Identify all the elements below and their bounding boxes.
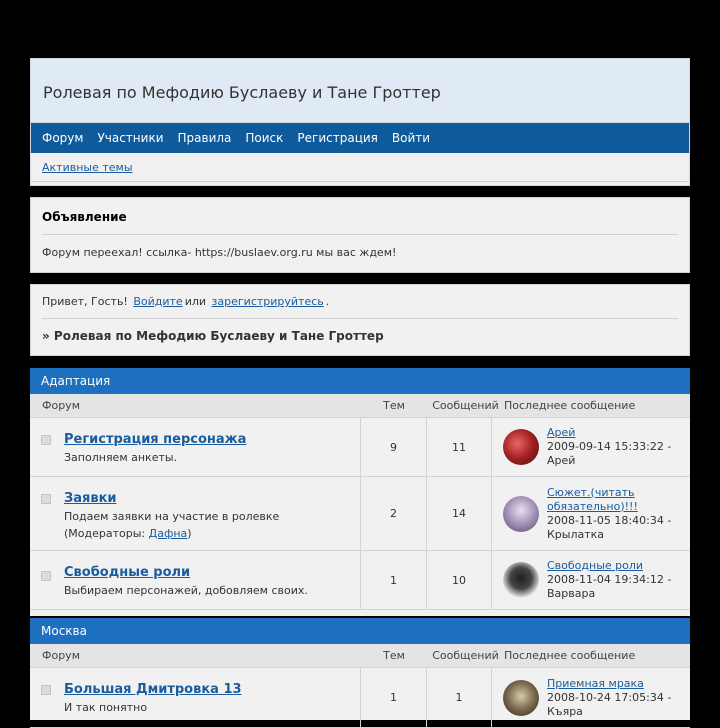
site-header (30, 58, 690, 186)
last-post-cell (492, 551, 690, 609)
title-bar (31, 59, 689, 123)
forum-moderators (64, 525, 279, 542)
last-post-link[interactable]: Сюжет.(читать обязательно)!!! (547, 485, 638, 513)
forum-desc: И так понятно (64, 701, 148, 714)
avatar (503, 429, 539, 465)
forum-cell (30, 551, 361, 609)
forum-row (30, 668, 690, 728)
register-link[interactable]: зарегистрируйтесь (211, 295, 324, 308)
login-link[interactable]: Войдите (133, 295, 183, 308)
welcome-box (30, 284, 690, 356)
header-divider (31, 181, 689, 185)
last-post-author: Къяра (547, 704, 583, 718)
topics-count: 1 (361, 668, 427, 727)
moderators-label: (Модераторы: (64, 527, 146, 540)
topics-count: 2 (361, 477, 427, 550)
or-text: или (184, 295, 207, 308)
forum-link[interactable]: Большая Дмитровка 13 (64, 682, 242, 697)
forum-link[interactable]: Свободные роли (64, 565, 191, 580)
last-post-date: 2008-11-04 19:34:12 - (547, 573, 672, 586)
avatar (503, 680, 539, 716)
nav-members[interactable]: Участники (97, 131, 164, 145)
column-header (30, 394, 690, 418)
active-topics-link[interactable]: Активные темы (42, 161, 133, 174)
announcement-title: Объявление (42, 210, 678, 235)
forum-row (30, 418, 690, 477)
forum-desc: Заполняем анкеты. (64, 451, 178, 464)
forum-cell (30, 477, 361, 550)
category-title: Адаптация (30, 368, 690, 394)
col-posts: Сообщений (432, 399, 499, 412)
category-footer (30, 610, 690, 616)
nav-rules[interactable]: Правила (177, 131, 232, 145)
posts-count: 10 (427, 551, 492, 609)
col-last: Последнее сообщение (504, 649, 636, 662)
forum-desc: Выбираем персонажей, добовляем своих. (64, 584, 308, 597)
posts-count: 14 (427, 477, 492, 550)
last-post-cell (492, 418, 690, 476)
breadcrumb: » Ролевая по Мефодию Буслаеву и Тане Гроттер (42, 329, 384, 343)
last-post-author: Арей (547, 454, 576, 467)
forum-status-icon (41, 435, 51, 445)
topics-count: 9 (361, 418, 427, 476)
column-header (30, 644, 690, 668)
col-topics: Тем (383, 649, 405, 662)
nav-register[interactable]: Регистрация (297, 131, 378, 145)
last-post-date: 2008-10-24 17:05:34 - (547, 690, 672, 704)
last-post-date: 2008-11-05 18:40:34 - (547, 513, 672, 527)
moderators-close: ) (187, 527, 192, 540)
announcement-text: Форум переехал! ссылка- https://buslaev.org.ru мы вас ждем! (42, 246, 397, 259)
topics-count: 1 (361, 551, 427, 609)
main-nav (31, 123, 689, 153)
category-adaptation (30, 368, 690, 616)
subnav (31, 153, 689, 182)
forum-link[interactable]: Заявки (64, 491, 117, 506)
avatar (503, 496, 539, 532)
last-post-date: 2009-09-14 15:33:22 - (547, 440, 672, 453)
greeting-text: Привет, Гость! (42, 295, 128, 308)
nav-login[interactable]: Войти (391, 131, 431, 145)
greeting-line (42, 295, 678, 319)
last-post-cell (492, 477, 690, 550)
forum-status-icon (41, 685, 51, 695)
last-post-author: Крылатка (547, 527, 605, 541)
nav-search[interactable]: Поиск (245, 131, 284, 145)
forum-row (30, 477, 690, 551)
posts-count: 1 (427, 668, 492, 727)
site-title: Ролевая по Мефодию Буслаеву и Тане Гроттер (43, 83, 441, 102)
col-forum: Форум (42, 649, 80, 662)
col-forum: Форум (42, 399, 80, 412)
last-post-link[interactable]: Свободные роли (547, 559, 644, 572)
forum-cell (30, 418, 361, 476)
greeting-dot: . (325, 295, 330, 308)
avatar (503, 562, 539, 598)
forum-cell (30, 668, 361, 727)
nav-forum[interactable]: Форум (42, 131, 84, 145)
forum-row (30, 551, 690, 610)
category-title: Москва (30, 618, 690, 644)
col-topics: Тем (383, 399, 405, 412)
forum-link[interactable]: Регистрация персонажа (64, 432, 247, 447)
announcement-box (30, 197, 690, 273)
last-post-link[interactable]: Арей (547, 426, 576, 439)
posts-count: 11 (427, 418, 492, 476)
last-post-link[interactable]: Приемная мрака (547, 676, 644, 690)
forum-desc: Подаем заявки на участие в ролевке (64, 510, 280, 523)
last-post-author: Варвара (547, 587, 596, 600)
forum-status-icon (41, 571, 51, 581)
last-post-cell (492, 668, 690, 727)
forum-status-icon (41, 494, 51, 504)
col-last: Последнее сообщение (504, 399, 636, 412)
col-posts: Сообщений (432, 649, 499, 662)
category-moscow (30, 618, 690, 720)
moderator-link[interactable]: Дафна (148, 527, 188, 540)
